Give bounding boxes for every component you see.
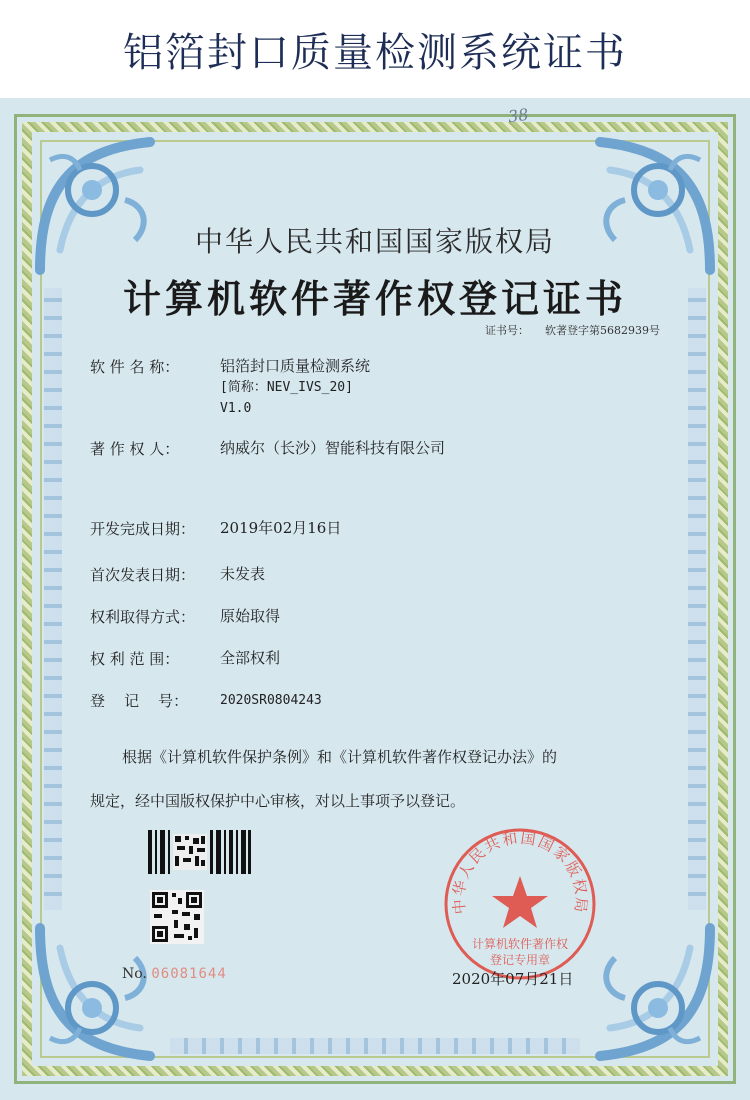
legal-statement	[90, 735, 670, 823]
software-version-line: V1.0	[220, 401, 252, 416]
field-label: 登 记 号：	[90, 692, 189, 710]
side-ornament-right	[688, 288, 706, 910]
issuing-authority: 中华人民共和国国家版权局	[194, 225, 555, 258]
field-value: 2020SR0804243	[220, 693, 322, 708]
statement-line-2: 规定，经中国版权保护中心审核，对以上事项予以登记。	[90, 792, 466, 810]
field-value	[220, 356, 370, 419]
field-label: 权利取得方式：	[90, 608, 196, 626]
software-name-line: 铝箔封口质量检测系统	[220, 357, 371, 375]
serial-number-value: 06081644	[151, 966, 227, 982]
field-label: 软 件 名 称：	[90, 358, 180, 376]
certificate-title: 计算机软件著作权登记证书	[122, 276, 627, 321]
software-short-name-line: [简称：NEV_IVS_20]	[220, 380, 353, 395]
certificate-number-value: 软著登字第5682939号	[545, 324, 660, 337]
statement-line-1: 根据《计算机软件保护条例》和《计算机软件著作权登记办法》的	[122, 748, 558, 766]
field-value: 全部权利	[220, 649, 281, 667]
seal-inner-line-1: 计算机软件著作权	[471, 937, 569, 951]
serial-prefix: No.	[122, 966, 147, 982]
bottom-ornament	[170, 1038, 580, 1054]
field-completion-date	[90, 518, 660, 539]
field-label: 著 作 权 人：	[90, 440, 180, 458]
side-ornament-left	[44, 288, 62, 910]
field-value: 原始取得	[220, 607, 281, 625]
handwritten-note: 38	[506, 104, 530, 127]
certificate-number-label: 证书号：	[485, 324, 529, 337]
field-value: 未发表	[220, 565, 266, 583]
seal-inner-line-2: 登记专用章	[489, 953, 551, 967]
qr-code	[150, 890, 204, 944]
barcode	[148, 830, 252, 874]
field-scope-of-rights	[90, 648, 660, 669]
seal-outer-text: 中华人民共和国国家版权局	[449, 828, 591, 916]
official-seal-stamp	[440, 824, 600, 984]
field-copyright-holder	[90, 438, 660, 459]
serial-number	[122, 966, 227, 982]
certificate-number	[485, 322, 660, 338]
issue-date: 2020年07月21日	[452, 970, 574, 988]
field-software-name	[90, 356, 660, 419]
field-value: 纳威尔（长沙）智能科技有限公司	[220, 439, 446, 457]
field-label: 首次发表日期：	[90, 566, 196, 584]
field-first-publication	[90, 564, 660, 585]
field-label: 开发完成日期：	[90, 520, 196, 538]
field-label: 权 利 范 围：	[90, 650, 180, 668]
certificate-document	[0, 98, 750, 1100]
page-title: 铝箔封口质量检测系统证书	[123, 29, 627, 76]
field-registration-number	[90, 690, 660, 711]
field-acquisition-method	[90, 606, 660, 627]
field-value: 2019年02月16日	[220, 519, 342, 537]
